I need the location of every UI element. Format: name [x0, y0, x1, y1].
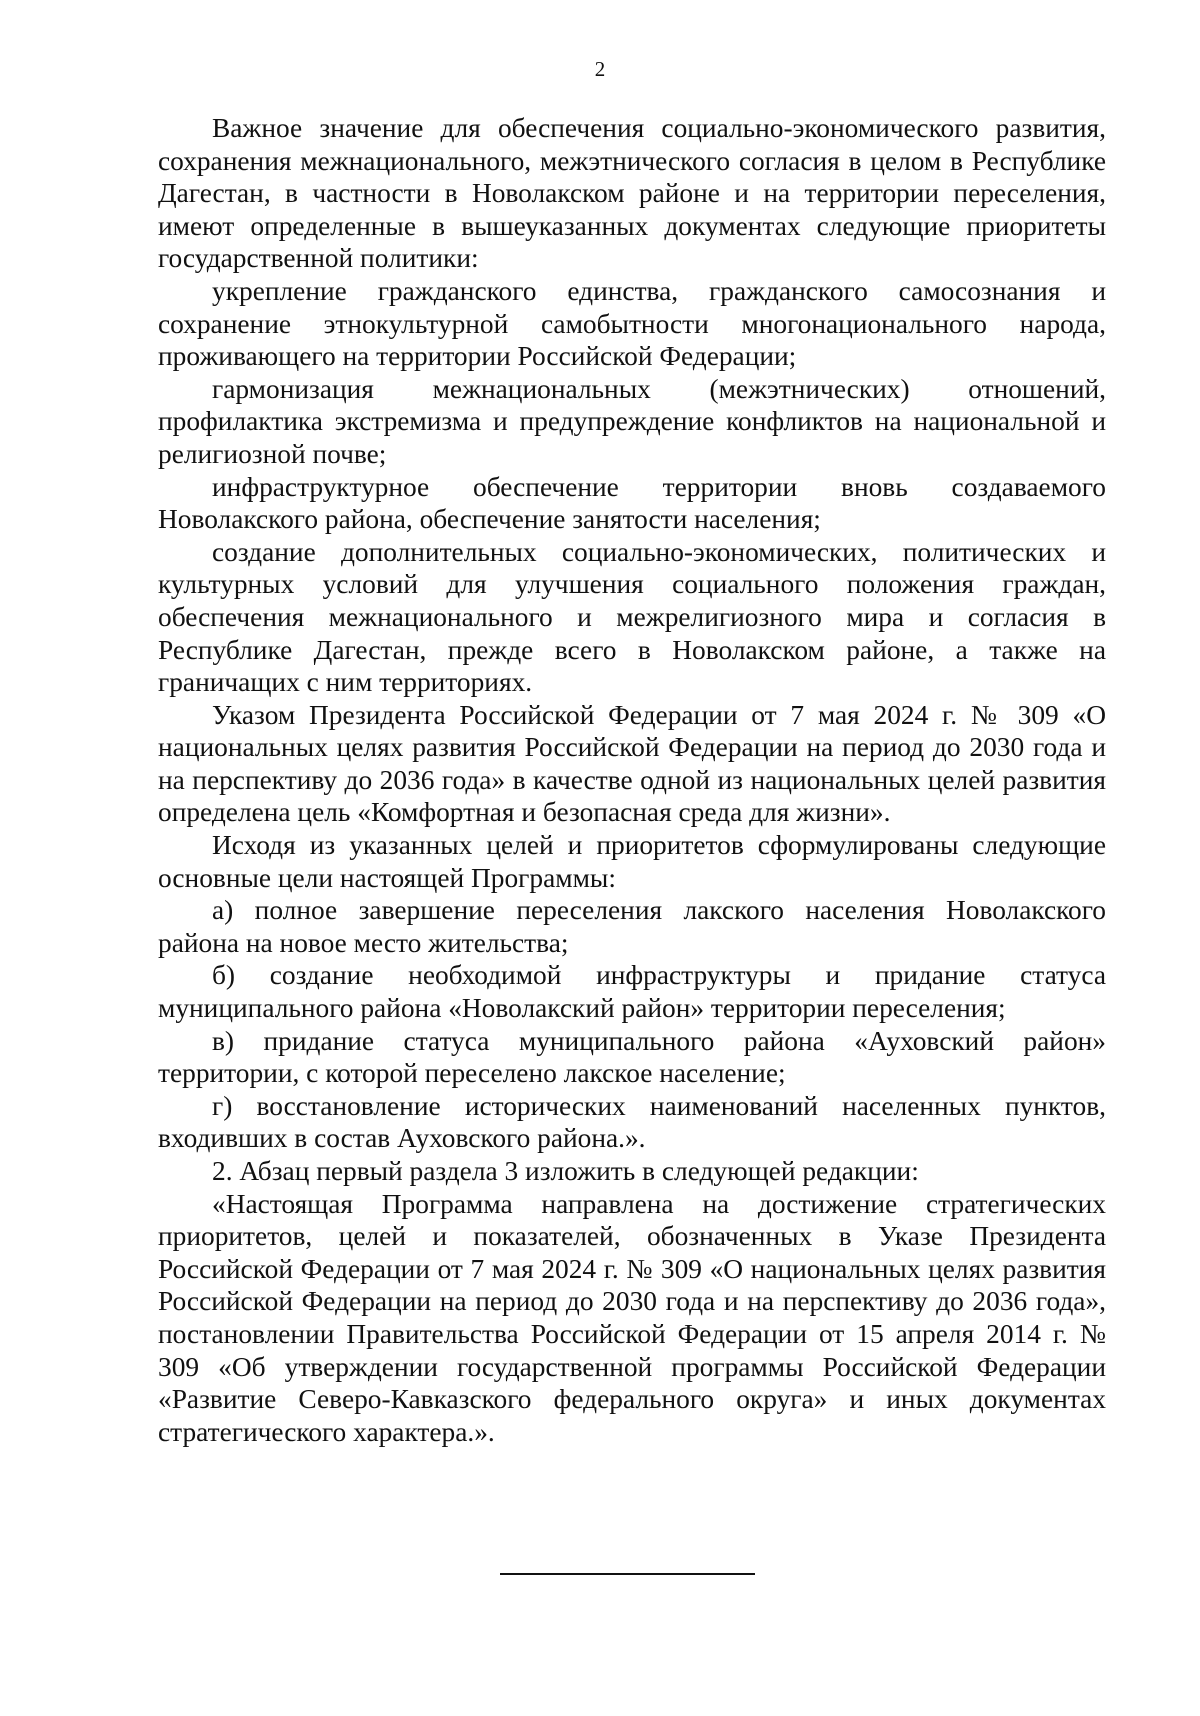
- paragraph-decree-goals: Указом Президента Российской Федерации от 7 мая 2024 г. № 309 «О национальных целях развития Российской Федерации на период до 2030 года и на перспективу до 2036 года» в качестве одной из национальных целей развития определена цель «Комфортная и безопасная среда для жизни».: [158, 699, 1106, 828]
- paragraph-priorities-intro: Важное значение для обеспечения социально-экономического развития, сохранения межнационального, межэтнического согласия в целом в Республике Дагестан, в частности в Новолакском районе и на территории переселения, имеют определенные в вышеуказанных документах следующие приоритеты государственной политики:: [158, 113, 1106, 274]
- paragraph-priority-unity: укрепление гражданского единства, гражданского самосознания и сохранение этнокультурной самобытности многонационального народа, проживающего на территории Российской Федерации;: [158, 275, 1106, 372]
- paragraph-priority-infrastructure: инфраструктурное обеспечение территории вновь создаваемого Новолакского района, обеспечение занятости населения;: [158, 471, 1106, 535]
- paragraph-priority-conditions: создание дополнительных социально-экономических, политических и культурных условий для улучшения социального положения граждан, обеспечения межнационального и межрелигиозного мира и согласия в Республике Дагестан, прежде всего в Новолакском районе, а также на граничащих с ним территориях.: [158, 536, 1106, 698]
- paragraph-priority-harmonization: гармонизация межнациональных (межэтнических) отношений, профилактика экстремизма и предупреждение конфликтов на национальной и религиозной почве;: [158, 373, 1106, 469]
- paragraph-goals-intro: Исходя из указанных целей и приоритетов сформулированы следующие основные цели настоящей Программы:: [158, 830, 1106, 893]
- paragraph-amendment-2: 2. Абзац первый раздела 3 изложить в следующей редакции:: [212, 1156, 919, 1186]
- document-body: [158, 112, 1106, 1448]
- paragraph-section-3-text: «Настоящая Программа направлена на достижение стратегических приоритетов, целей и показателей, обозначенных в Указе Президента Российской Федерации от 7 мая 2024 г. № 309 «О национальных целях развития Российской Федерации на период до 2030 года и на перспективу до 2036 года», постановлении Правительства Российской Федерации от 15 апреля 2014 г. № 309 «Об утверждении государственной программы Российской Федерации «Развитие Северо-Кавказского федерального округа» и иных документах стратегического характера.».: [158, 1188, 1106, 1447]
- end-divider-line: [500, 1573, 755, 1575]
- paragraph-goal-a: а) полное завершение переселения лакского населения Новолакского района на новое место жительства;: [158, 895, 1106, 958]
- paragraph-goal-g: г) восстановление исторических наименований населенных пунктов, входивших в состав Ауховского района.».: [158, 1090, 1106, 1154]
- paragraph-goal-v: в) придание статуса муниципального района «Ауховский район» территории, с которой переселено лакское население;: [158, 1025, 1106, 1089]
- paragraph-goal-b: б) создание необходимой инфраструктуры и придание статуса муниципального района «Новолакский район» территории переселения;: [158, 960, 1106, 1024]
- page-number: 2: [594, 57, 606, 81]
